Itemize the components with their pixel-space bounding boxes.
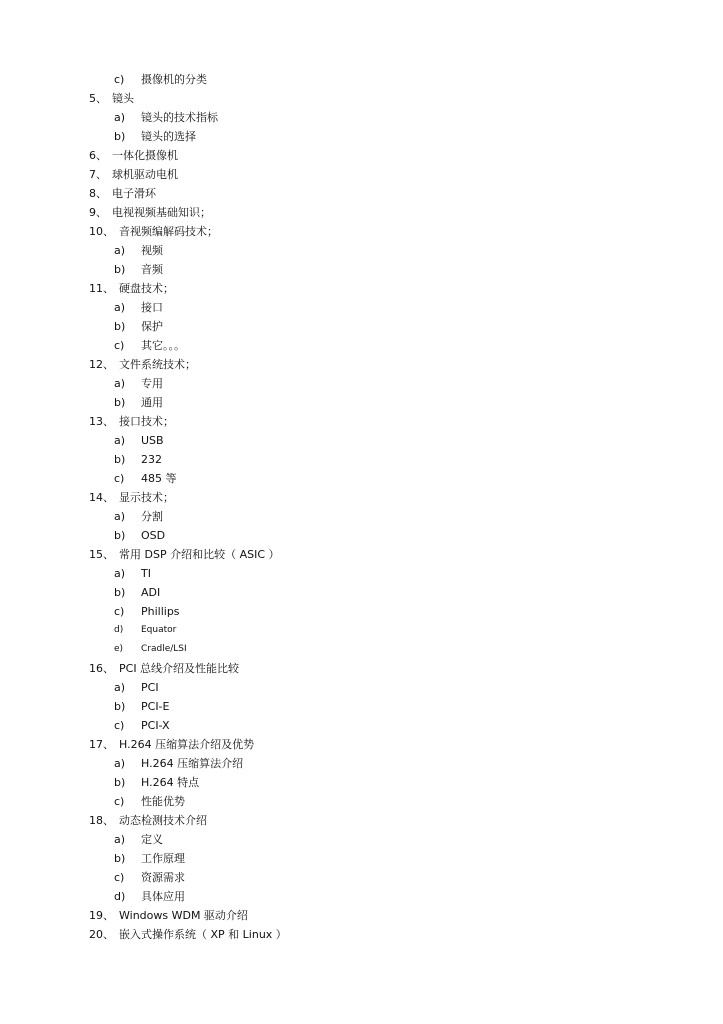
outline-subitem <box>0 640 723 659</box>
outline-subitem <box>0 241 723 260</box>
item-text: 资源需求 <box>141 871 185 884</box>
outline-subitem <box>0 374 723 393</box>
item-text: 文件系统技术； <box>119 358 196 371</box>
outline-subitem <box>0 317 723 336</box>
item-number: a) <box>114 681 126 694</box>
item-text: H.264 压缩算法介绍 <box>141 757 244 770</box>
item-text: Equator <box>141 625 177 635</box>
outline-subitem <box>0 849 723 868</box>
item-number: a) <box>114 244 126 257</box>
item-number: c) <box>114 871 125 884</box>
item-text: 嵌入式操作系统（ XP 和 Linux ） <box>119 928 287 941</box>
item-number: a) <box>114 377 126 390</box>
outline-subitem <box>0 792 723 811</box>
item-number: 19、 <box>89 909 114 922</box>
item-text: PCI 总线介绍及性能比较 <box>119 662 240 675</box>
item-text: 具体应用 <box>141 890 185 903</box>
item-number: a) <box>114 111 126 124</box>
outline-item <box>0 184 723 203</box>
item-number: b) <box>114 776 126 789</box>
item-text: 定义 <box>141 833 163 846</box>
outline-item <box>0 735 723 754</box>
item-number: 6、 <box>89 149 107 162</box>
outline-subitem <box>0 716 723 735</box>
item-text: 镜头的技术指标 <box>141 111 218 124</box>
outline-subitem <box>0 336 723 355</box>
outline-subitem <box>0 108 723 127</box>
outline-subitem <box>0 868 723 887</box>
outline-subitem <box>0 830 723 849</box>
outline-item <box>0 488 723 507</box>
item-text: PCI-X <box>141 719 170 732</box>
item-number: 20、 <box>89 928 114 941</box>
outline-item <box>0 545 723 564</box>
item-text: 常用 DSP 介绍和比较（ ASIC ） <box>119 548 280 561</box>
item-text: H.264 特点 <box>141 776 200 789</box>
outline-subitem <box>0 773 723 792</box>
item-text: USB <box>141 434 164 447</box>
item-text: ADI <box>141 586 161 599</box>
item-text: 其它。。。 <box>141 339 185 352</box>
outline-subitem <box>0 70 723 89</box>
item-text: 性能优势 <box>141 795 185 808</box>
item-number: 15、 <box>89 548 114 561</box>
item-text: 保护 <box>141 320 163 333</box>
outline-item <box>0 412 723 431</box>
outline-subitem <box>0 260 723 279</box>
item-number: c) <box>114 795 125 808</box>
item-number: c) <box>114 605 125 618</box>
item-text: 硬盘技术； <box>119 282 174 295</box>
item-number: 10、 <box>89 225 114 238</box>
item-number: 16、 <box>89 662 114 675</box>
outline-subitem <box>0 450 723 469</box>
item-number: a) <box>114 833 126 846</box>
outline-subitem <box>0 602 723 621</box>
outline-subitem <box>0 621 723 640</box>
item-text: Phillips <box>141 605 180 618</box>
item-number: b) <box>114 130 126 143</box>
item-number: 17、 <box>89 738 114 751</box>
item-number: b) <box>114 396 126 409</box>
outline-item <box>0 659 723 678</box>
outline-subitem <box>0 564 723 583</box>
item-text: 专用 <box>141 377 163 390</box>
item-number: 8、 <box>89 187 107 200</box>
item-number: a) <box>114 301 126 314</box>
item-number: 14、 <box>89 491 114 504</box>
item-number: 11、 <box>89 282 114 295</box>
item-text: 工作原理 <box>141 852 185 865</box>
outline-subitem <box>0 754 723 773</box>
item-number: b) <box>114 700 126 713</box>
item-text: 分割 <box>141 510 163 523</box>
item-text: 电视视频基础知识； <box>112 206 211 219</box>
outline-subitem <box>0 526 723 545</box>
outline-subitem <box>0 431 723 450</box>
item-number: c) <box>114 719 125 732</box>
item-number: 9、 <box>89 206 107 219</box>
item-text: 485 等 <box>141 472 177 485</box>
outline-subitem <box>0 298 723 317</box>
document-outline <box>0 70 723 944</box>
item-number: a) <box>114 510 126 523</box>
item-text: 通用 <box>141 396 163 409</box>
outline-subitem <box>0 697 723 716</box>
outline-item <box>0 279 723 298</box>
item-number: 12、 <box>89 358 114 371</box>
outline-item <box>0 925 723 944</box>
item-text: 镜头的选择 <box>141 130 196 143</box>
item-text: 接口技术； <box>119 415 174 428</box>
outline-item <box>0 89 723 108</box>
item-text: 摄像机的分类 <box>141 73 207 86</box>
item-text: 一体化摄像机 <box>112 149 178 162</box>
outline-subitem <box>0 678 723 697</box>
item-number: b) <box>114 453 126 466</box>
item-number: 13、 <box>89 415 114 428</box>
item-text: H.264 压缩算法介绍及优势 <box>119 738 255 751</box>
item-number: b) <box>114 263 126 276</box>
item-text: OSD <box>141 529 166 542</box>
item-text: TI <box>141 567 151 580</box>
item-text: 镜头 <box>112 92 134 105</box>
item-number: a) <box>114 567 126 580</box>
item-number: a) <box>114 757 126 770</box>
outline-subitem <box>0 887 723 906</box>
item-number: 7、 <box>89 168 107 181</box>
item-number: b) <box>114 586 126 599</box>
item-number: 18、 <box>89 814 114 827</box>
item-text: PCI-E <box>141 700 170 713</box>
item-number: e) <box>114 644 124 654</box>
item-text: 232 <box>141 453 162 466</box>
outline-subitem <box>0 393 723 412</box>
item-text: 球机驱动电机 <box>112 168 178 181</box>
outline-item <box>0 906 723 925</box>
item-text: 显示技术； <box>119 491 174 504</box>
outline-item <box>0 222 723 241</box>
item-number: c) <box>114 472 125 485</box>
item-number: a) <box>114 434 126 447</box>
item-number: b) <box>114 529 126 542</box>
item-text: 视频 <box>141 244 163 257</box>
item-text: 电子滑环 <box>112 187 156 200</box>
item-number: d) <box>114 890 126 903</box>
item-text: Windows WDM 驱动介绍 <box>119 909 248 922</box>
item-text: 音视频编解码技术； <box>119 225 218 238</box>
item-text: 动态检测技术介绍 <box>119 814 207 827</box>
item-number: 5、 <box>89 92 107 105</box>
item-number: b) <box>114 852 126 865</box>
item-text: PCI <box>141 681 159 694</box>
item-text: Cradle/LSI <box>141 644 187 654</box>
item-number: d) <box>114 625 124 635</box>
outline-subitem <box>0 127 723 146</box>
outline-item <box>0 165 723 184</box>
outline-item <box>0 146 723 165</box>
outline-item <box>0 811 723 830</box>
outline-subitem <box>0 469 723 488</box>
item-number: b) <box>114 320 126 333</box>
outline-subitem <box>0 583 723 602</box>
outline-subitem <box>0 507 723 526</box>
item-number: c) <box>114 339 125 352</box>
outline-item <box>0 355 723 374</box>
outline-item <box>0 203 723 222</box>
item-number: c) <box>114 73 125 86</box>
item-text: 接口 <box>141 301 163 314</box>
item-text: 音频 <box>141 263 163 276</box>
